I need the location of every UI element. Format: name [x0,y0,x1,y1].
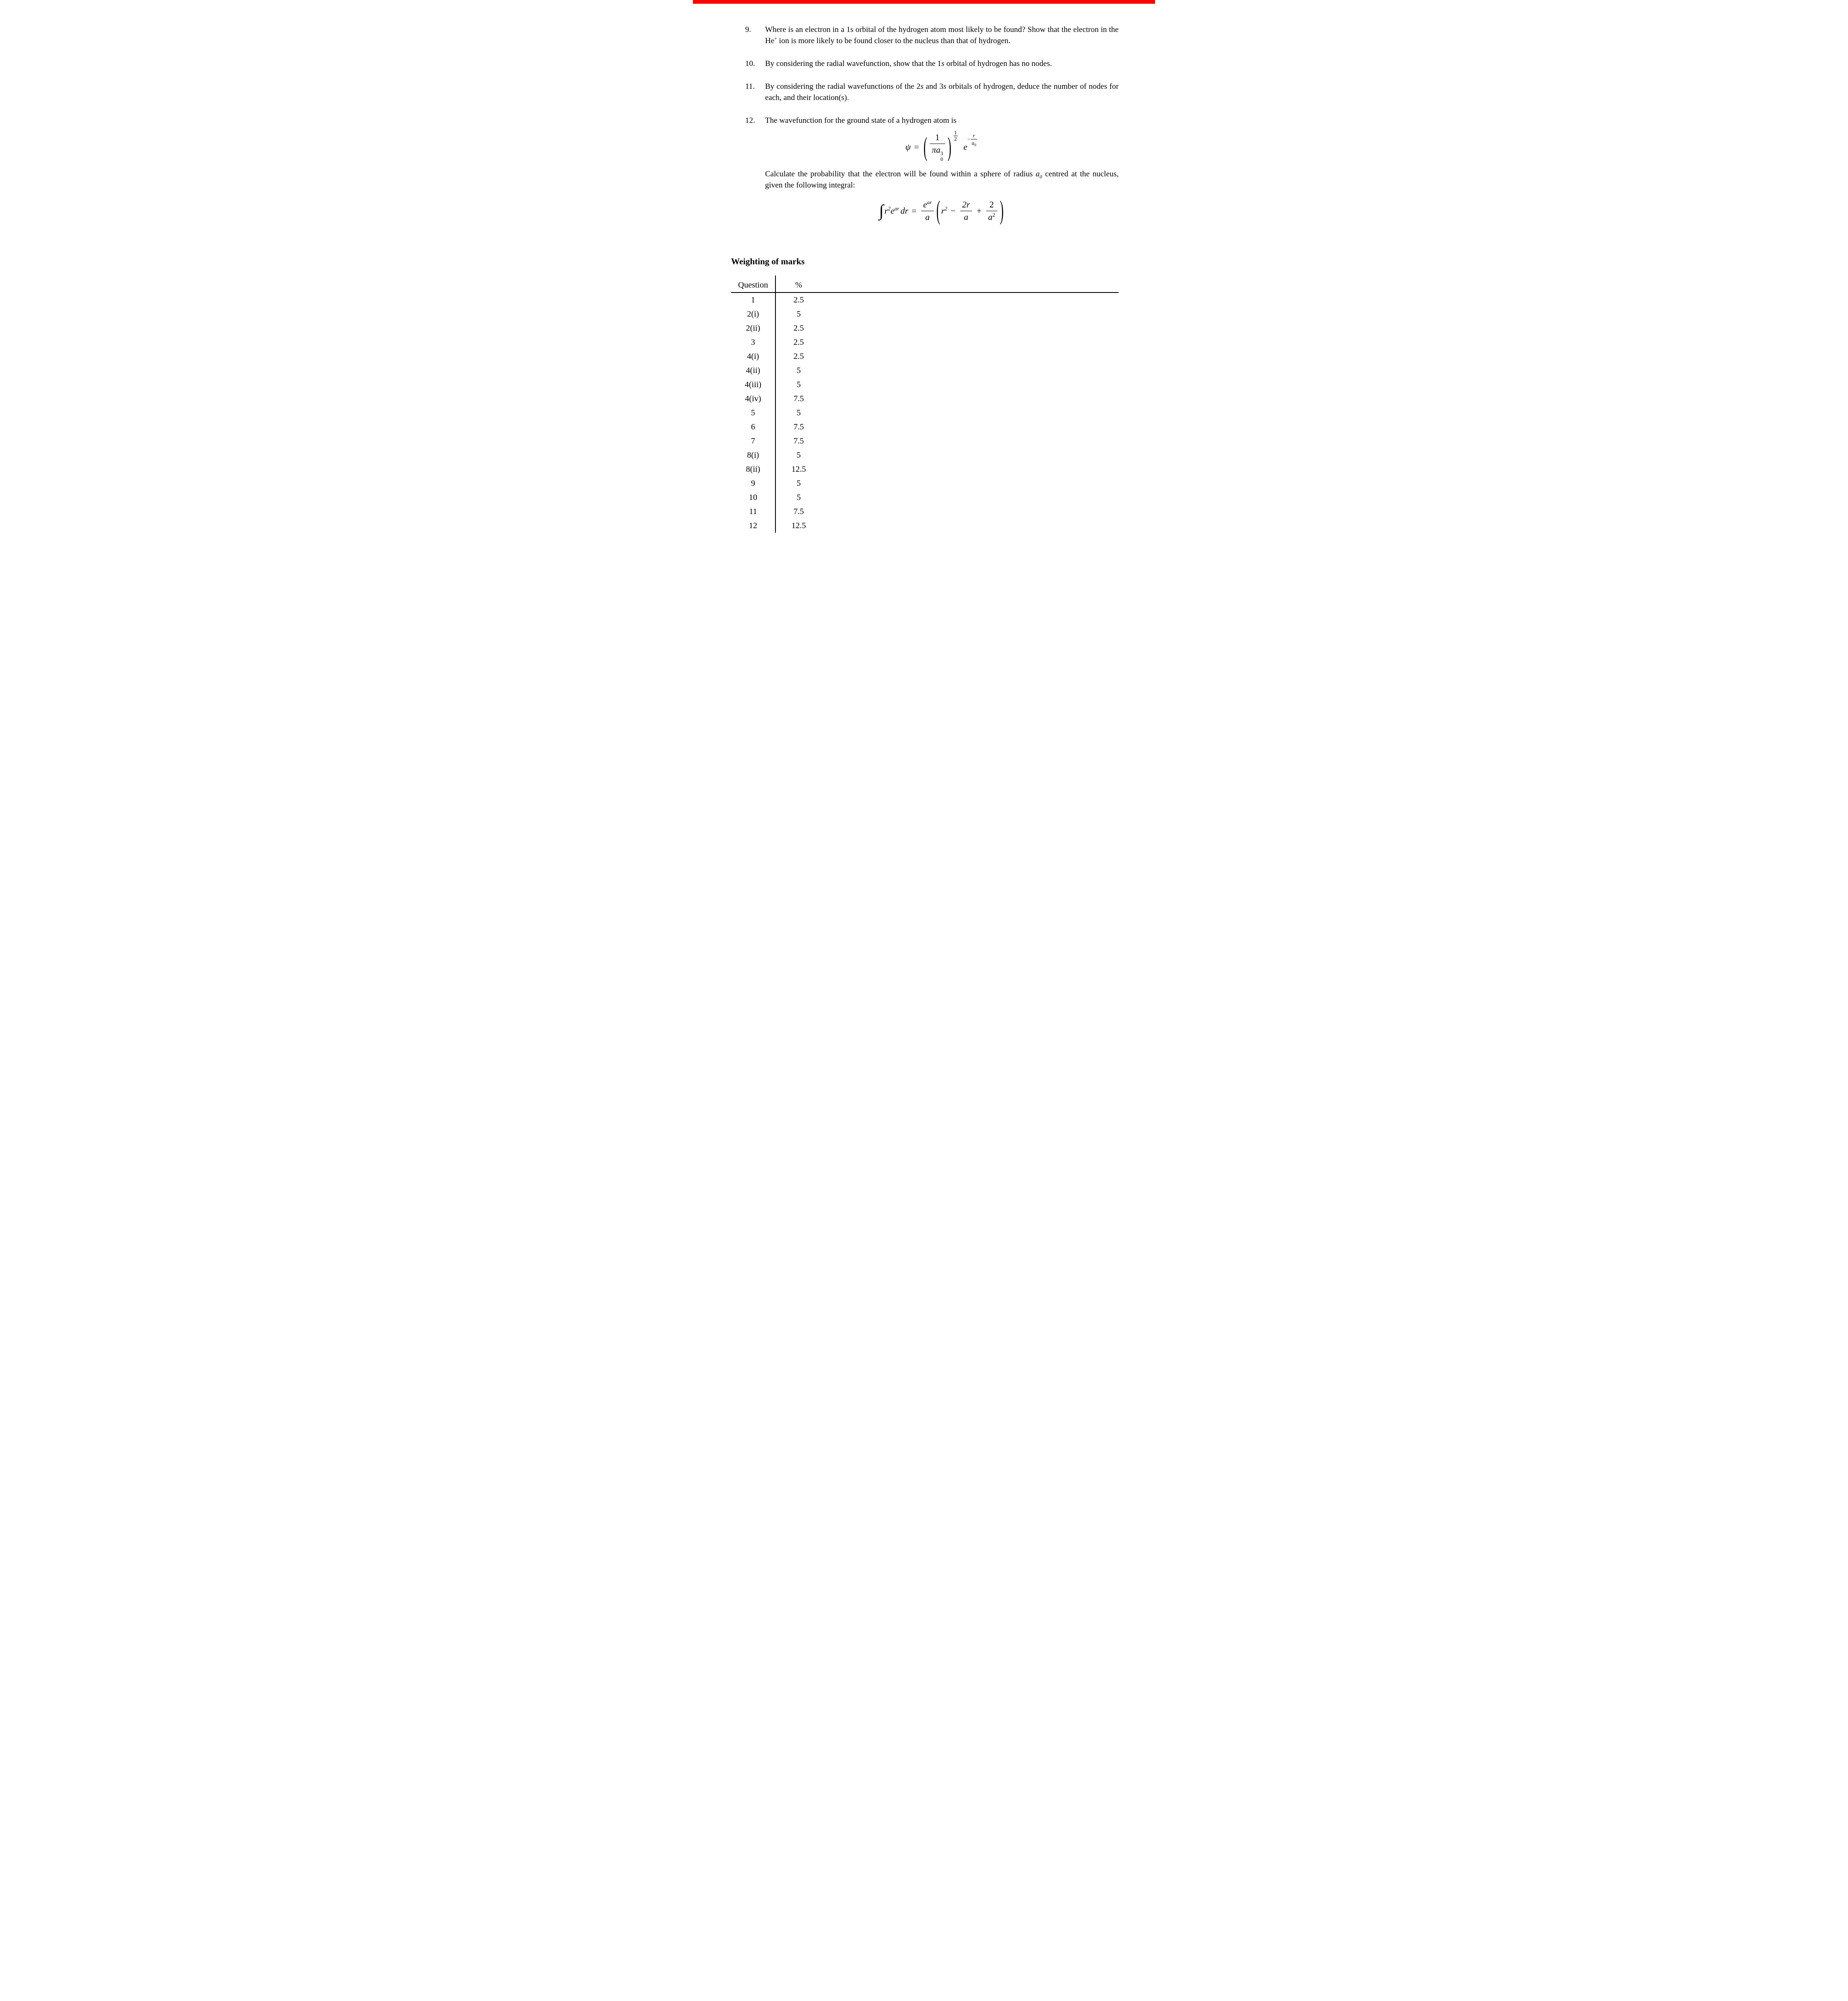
question-11-text-part: By considering the radial wavefunctions of the 2 [765,82,921,91]
plus-sign: + [976,205,982,216]
percent-cell: 5 [797,366,801,375]
question-cell: 4(iv) [731,392,776,406]
table-row [731,378,1119,392]
question-12-text-part: centred at the nucleus, given the following integral: [765,169,1119,190]
question-cell: 11 [731,505,776,519]
question-10-text-part: orbital of hydrogen has no nodes. [944,59,1052,68]
question-cell: 8(ii) [731,462,776,476]
table-row [731,321,1119,335]
percent-cell: 5 [797,478,801,488]
fraction-one-over-pi-a0-cubed [930,132,945,162]
r-symbol: r [941,205,945,216]
psi-wavefunction-formula [765,129,1119,162]
a0-cubed-scripts [941,151,943,162]
right-paren: ) [947,132,951,162]
table-row [731,519,1119,533]
exponent-denominator: 2 [954,136,957,142]
psi-symbol: ψ [905,142,911,152]
table-row [731,293,1119,307]
e-exponent-minus-r-over-a0 [967,132,978,146]
question-cell: 8(i) [731,448,776,462]
r-symbol: r [971,132,977,140]
minus-sign: − [951,205,956,216]
question-cell: 4(i) [731,349,776,363]
question-cell: 5 [731,406,776,420]
percent-cell: 7.5 [793,507,804,516]
right-paren: ) [1000,195,1004,226]
a-symbol: a [971,140,975,146]
percent-column-header: % [795,280,802,290]
percent-cell: 12.5 [791,464,806,474]
equals-sign: = [914,142,919,152]
table-row [731,335,1119,349]
question-cell: 10 [731,490,776,505]
question-10-number: 10. [745,59,755,68]
percent-cell: 2.5 [793,295,804,305]
left-paren: ( [936,195,940,226]
subscript-0: 0 [974,144,976,148]
left-paren: ( [923,132,927,162]
question-12 [745,115,1119,229]
fraction-numerator: 1 [930,132,945,144]
e-symbol: e [923,199,927,210]
percent-cell: 5 [797,408,801,417]
orbital-s-italic: s [941,59,945,68]
question-cell: 4(iii) [731,378,776,392]
question-12-text-part: Calculate the probability that the electron will be found within a sphere of radius [765,169,1036,178]
question-12-calc-text [765,169,1119,191]
marks-table [731,275,1119,533]
question-10 [745,58,1119,70]
fraction-denominator [986,211,997,222]
question-11-text [765,81,1119,104]
question-cell: 7 [731,434,776,448]
superscript-2: 2 [887,205,891,212]
fraction-denominator: a [925,212,930,222]
document-body [693,4,1155,552]
question-10-text-part: By considering the radial wavefunction, show that the 1 [765,59,941,68]
subscript-0: 0 [940,156,943,162]
integrand [885,206,908,216]
question-11-text-part: and 3 [923,82,944,91]
superscript-3: 3 [940,151,943,157]
fraction-denominator: a [964,212,968,222]
e-exponent-ar: ar [894,205,900,212]
question-cell: 1 [731,293,776,307]
e-symbol: e [963,142,968,152]
table-row [731,448,1119,462]
question-cell: 12 [731,519,776,533]
orbital-s-italic: s [943,82,946,91]
percent-cell: 2.5 [793,323,804,333]
question-10-text [765,58,1119,70]
weighting-heading: Weighting of marks [731,256,805,267]
question-cell: 9 [731,476,776,490]
minus-sign: − [967,136,970,143]
table-row [731,462,1119,476]
percent-cell: 7.5 [793,422,804,431]
percent-cell: 5 [797,492,801,502]
pi-a-symbol: πa [931,145,941,155]
a-symbol: a [988,212,993,222]
percent-cell: 2.5 [793,351,804,361]
percent-cell: 5 [797,309,801,319]
fraction-numerator: 2 [986,200,997,211]
exponent-one-half [953,130,958,142]
percent-cell: 7.5 [793,394,804,403]
question-9-text-part: Where is an electron in a 1s orbital of the hydrogen atom most likely to be found? Show that the electron in the He [765,25,1119,45]
percent-cell: 5 [797,450,801,460]
percent-cell: 2.5 [793,337,804,347]
question-cell: 3 [731,335,776,349]
a-symbol: a [1036,169,1040,178]
he-ion-superscript: + [774,36,777,41]
table-row [731,490,1119,505]
two-r-over-a-fraction [960,200,972,222]
percent-cell: 12.5 [791,521,806,530]
question-cell: 2(ii) [731,321,776,335]
question-cell: 6 [731,420,776,434]
table-row [731,420,1119,434]
r-symbol: r [884,205,888,216]
table-row [731,406,1119,420]
table-row [731,349,1119,363]
table-row [731,307,1119,321]
superscript-2: 2 [992,211,995,218]
orbital-s-italic: s [920,82,924,91]
fraction-numerator: 2r [960,200,972,211]
fraction-numerator [921,200,934,211]
fraction-denominator [930,144,945,162]
r-squared-term [941,206,947,216]
question-cell: 4(ii) [731,363,776,378]
question-11 [745,81,1119,104]
dr-symbol: dr [900,205,909,216]
table-header-row [731,275,1119,293]
question-9-text-part: ion is more likely to be found closer to the nucleus than that of hydrogen. [777,36,1011,45]
question-9-number: 9. [745,25,751,34]
r-over-a0-fraction [971,132,977,146]
question-12-intro: The wavefunction for the ground state of a hydrogen atom is [765,116,957,125]
e-exponent-ar: ar [927,199,932,205]
percent-cell: 5 [797,380,801,389]
two-over-a-squared-fraction [986,200,997,222]
question-cell: 2(i) [731,307,776,321]
question-11-text-part: orbitals of hydrogen, deduce the number of nodes for each, and their location(s). [765,82,1119,102]
a0-symbol [971,139,977,146]
exponent-numerator: 1 [954,129,957,136]
percent-cell: 7.5 [793,436,804,446]
e-symbol: e [890,205,895,216]
question-9-text [765,24,1119,47]
integral-formula [765,195,1119,226]
integral-sign: ∫ [879,201,884,220]
subscript-0: 0 [1039,174,1042,180]
superscript-2: 2 [944,205,948,212]
equals-sign: = [912,205,917,216]
table-row [731,505,1119,519]
table-row [731,476,1119,490]
question-11-number: 11. [745,82,755,91]
table-row [731,392,1119,406]
table-row [731,363,1119,378]
question-12-number: 12. [745,116,755,125]
question-column-header: Question [731,275,776,292]
table-row [731,434,1119,448]
question-9 [745,24,1119,47]
question-12-text [765,115,1119,229]
top-red-bar [693,0,1155,4]
e-ar-over-a-fraction [921,200,934,222]
